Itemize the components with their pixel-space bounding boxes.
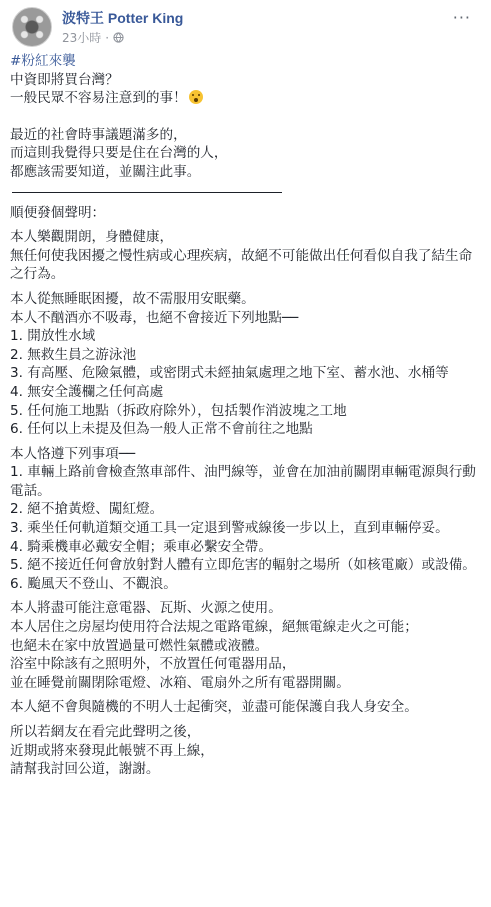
divider-line — [12, 192, 282, 193]
paragraph-line: 而這則我覺得只要是住在台灣的人， — [10, 145, 228, 162]
sleep-line: 本人從無睡眠困擾，故不需服用安眠藥。 — [10, 290, 255, 307]
paragraph-line: 最近的社會時事議題滿多的， — [10, 126, 187, 143]
rule-item: 1. 車輛上路前會檢查煞車部件、油門線等，並會在加油前關閉車輛電源與行動電話。 — [10, 464, 476, 499]
rule-item: 2. 絕不搶黃燈、闖紅燈。 — [10, 501, 164, 518]
post-body — [6, 52, 485, 779]
place-item: 6. 任何以上未提及但為一般人正常不會前往之地點 — [10, 421, 313, 438]
electric-line: 也絕未在家中放置過量可燃性氣體或液體。 — [10, 637, 269, 654]
sleep-line: 本人不酗酒亦不吸毒，也絕不會接近下列地點── — [10, 309, 299, 326]
place-item: 4. 無安全護欄之任何高處 — [10, 383, 164, 400]
safety-line: 本人絕不會與隨機的不明人士起衝突，並盡可能保護自我人身安全。 — [10, 699, 418, 716]
post-timestamp[interactable]: 23小時 — [62, 31, 102, 45]
more-options-button[interactable]: ··· — [452, 8, 471, 27]
globe-icon[interactable] — [113, 32, 124, 43]
ending-line: 請幫我討回公道，謝謝。 — [10, 761, 160, 778]
hashtag-link[interactable]: #粉紅來襲 — [10, 53, 76, 69]
paragraph-line: 都應該需要知道，並關注此事。 — [10, 163, 201, 180]
ending-line: 近期或將來發現此帳號不再上線， — [10, 742, 214, 759]
rule-item: 3. 乘坐任何軌道類交通工具一定退到警戒線後一步以上，直到車輛停妥。 — [10, 520, 449, 537]
intro-line-1: 中資即將買台灣？ — [10, 71, 119, 88]
rules-title: 本人恪遵下列事項── — [10, 445, 136, 462]
place-item: 3. 有高壓、危險氣體，或密閉式未經抽氣處理之地下室、蓄水池、水桶等 — [10, 365, 449, 382]
post-meta — [62, 29, 124, 46]
intro-line-2: 一般民眾不容易注意到的事！ — [10, 89, 479, 108]
place-item: 1. 開放性水域 — [10, 328, 96, 345]
rule-item: 6. 颱風天不登山、不觀浪。 — [10, 575, 177, 592]
rule-item: 5. 絕不接近任何會放射對人體有立即危害的輻射之場所（如核電廠）或設備。 — [10, 557, 476, 574]
astonished-face-emoji-icon — [189, 90, 203, 104]
separator-dot: · — [105, 30, 110, 45]
electric-line: 本人居住之房屋均使用符合法規之電路電線，絕無電線走火之可能； — [10, 619, 418, 636]
page-name-link[interactable]: 波特王 Potter King — [62, 10, 184, 26]
electric-line: 本人將盡可能注意電器、瓦斯、火源之使用。 — [10, 600, 282, 617]
declaration-title: 順便發個聲明： — [10, 204, 106, 221]
place-item: 5. 任何施工地點（拆政府除外），包括製作消波塊之工地 — [10, 402, 347, 419]
page-avatar[interactable] — [12, 7, 52, 47]
health-line: 無任何使我困擾之慢性病或心理疾病，故絕不可能做出任何看似自我了結生命之行為。 — [10, 247, 473, 283]
place-item: 2. 無救生員之游泳池 — [10, 346, 137, 363]
post-header — [6, 0, 485, 52]
ending-line: 所以若網友在看完此聲明之後， — [10, 724, 201, 740]
electric-line: 並在睡覺前關閉除電燈、冰箱、電扇外之所有電器開關。 — [10, 674, 350, 691]
rule-item: 4. 騎乘機車必戴安全帽；乘車必繫安全帶。 — [10, 538, 272, 555]
health-line: 本人樂觀開朗，身體健康， — [10, 229, 174, 246]
electric-line: 浴室中除該有之照明外，不放置任何電器用品， — [10, 656, 296, 673]
